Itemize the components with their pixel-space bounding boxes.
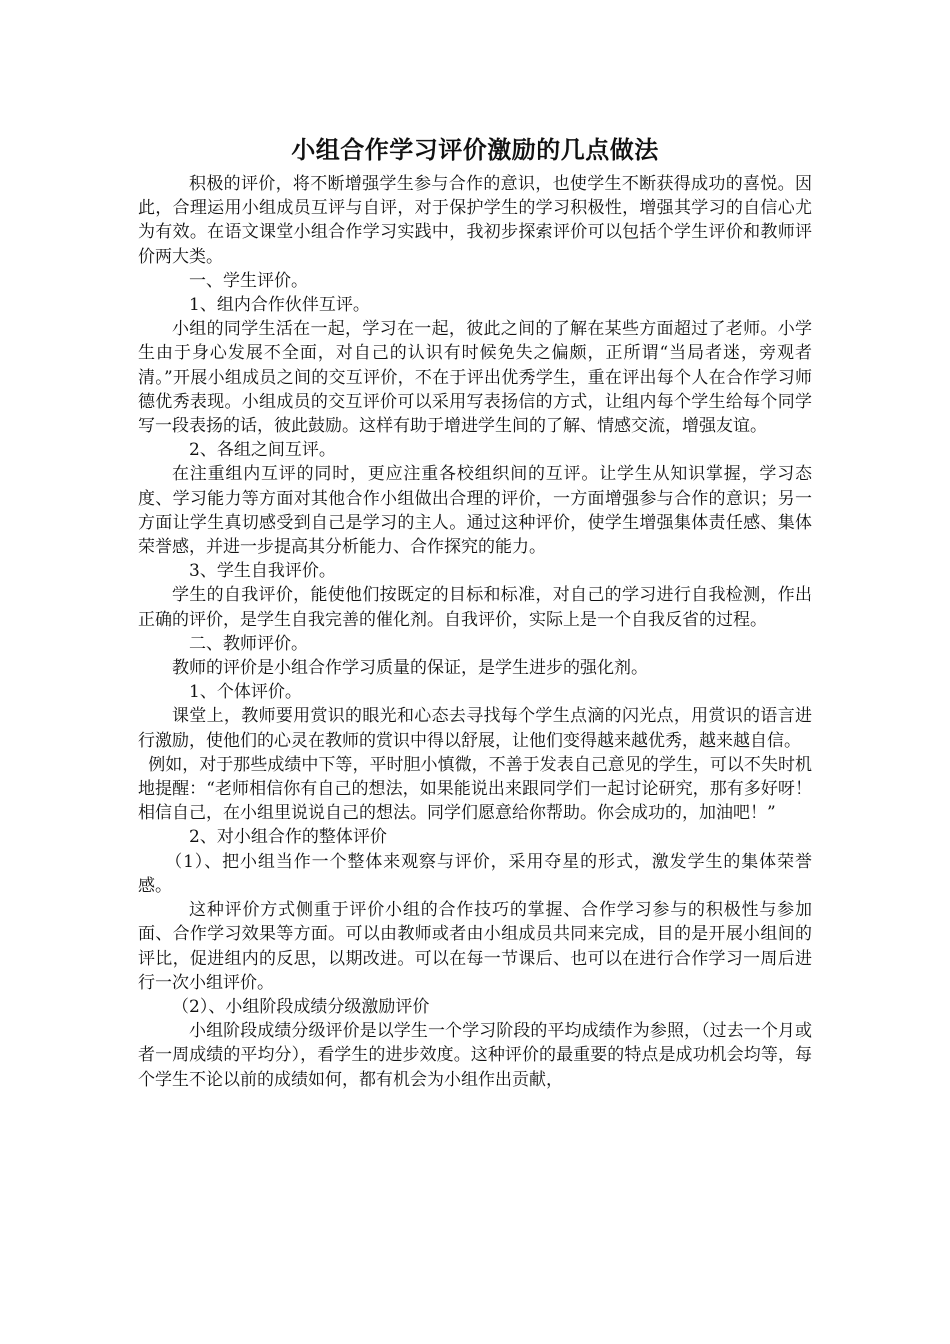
subheading-group-overall-evaluation: 2、对小组合作的整体评价 [189,827,387,848]
section-heading-student-evaluation: 一、学生评价。 [189,270,308,291]
document-title: 小组合作学习评价激励的几点做法 [291,136,659,164]
paragraph-teacher-evaluation: 教师的评价是小组合作学习质量的保证，是学生进步的强化剂。 [172,658,648,679]
paragraph-star-competition: （1）、把小组当作一个整体来观察与评价，采用夺星的形式，激发学生的集体荣誉感。 [138,851,812,896]
paragraph-peer-review: 小组的同学生活在一起，学习在一起，彼此之间的了解在某些方面超过了老师。小学生由于身心发展不全面，对自己的认识有时候免失之偏颇，正所谓“当局者迷，旁观者清。”开展小组成员之间的交互评价，不在于评出优秀学生，重在评出每个人在合作学习师德优秀表现。小组成员的交互评价可以采用写表扬信的方式，让组内每个学生给每个同学写一段表扬的话，彼此鼓励。这样有助于增进学生间的了解、情感交流，增强友谊。 [138,319,812,437]
paragraph-individual-evaluation: 课堂上，教师要用赏识的眼光和心态去寻找每个学生点滴的闪光点，用赏识的语言进行激励，使他们的心灵在教师的赏识中得以舒展，让他们变得越来越优秀，越来越自信。 [138,706,812,751]
subheading-peer-review-within-group: 1、组内合作伙伴互评。 [189,295,370,316]
paragraph-example: 例如，对于那些成绩中下等，平时胆小慎微，不善于发表自己意见的学生，可以不失时机地提醒：“老师相信你有自己的想法，如果能说出来跟同学们一起讨论研究，那有多好呀！相信自己，在小组里说说自己的想法。同学们愿意给你帮助。你会成功的，加油吧！” [138,754,812,824]
subheading-inter-group-review: 2、各组之间互评。 [189,440,336,461]
paragraph-self-evaluation: 学生的自我评价，能使他们按既定的目标和标准，对自己的学习进行自我检测，作出正确的评价，是学生自我完善的催化剂。自我评价，实际上是一个自我反省的过程。 [138,585,812,630]
intro-paragraph: 积极的评价，将不断增强学生参与合作的意识，也使学生不断获得成功的喜悦。因此，合理运用小组成员互评与自评，对于保护学生的学习积极性，增强其学习的自信心尤为有效。在语文课堂小组合作学习实践中，我初步探索评价可以包括个学生评价和教师评价两大类。 [138,174,812,267]
paragraph-stage-grade-evaluation: 小组阶段成绩分级评价是以学生一个学习阶段的平均成绩作为参照，（过去一个月或者一周成绩的平均分），看学生的进步效度。这种评价的最重要的特点是成功机会均等，每个学生不论以前的成绩如何，都有机会为小组作出贡献， [138,1021,812,1090]
paragraph-inter-group-review: 在注重组内互评的同时，更应注重各校组织间的互评。让学生从知识掌握，学习态度、学习能力等方面对其他合作小组做出合理的评价，一方面增强参与合作的意识；另一方面让学生真切感受到自己是学习的主人。通过这种评价，使学生增强集体责任感、集体荣誉感，并进一步提高其分析能力、合作探究的能力。 [138,464,812,558]
paragraph-evaluation-method: 这种评价方式侧重于评价小组的合作技巧的掌握、合作学习参与的积极性与参加面、合作学习效果等方面。可以由教师或者由小组成员共同来完成，目的是开展小组间的评比，促进组内的反思，以期改进。可以在每一节课后、也可以在进行合作学习一周后进行一次小组评价。 [138,900,812,993]
subheading-self-evaluation: 3、学生自我评价。 [189,561,336,582]
subheading-individual-evaluation: 1、个体评价。 [189,682,302,703]
section-heading-teacher-evaluation: 二、教师评价。 [189,633,308,654]
document-page [138,128,812,1092]
subheading-stage-grade-evaluation: （2）、小组阶段成绩分级激励评价 [172,996,430,1017]
